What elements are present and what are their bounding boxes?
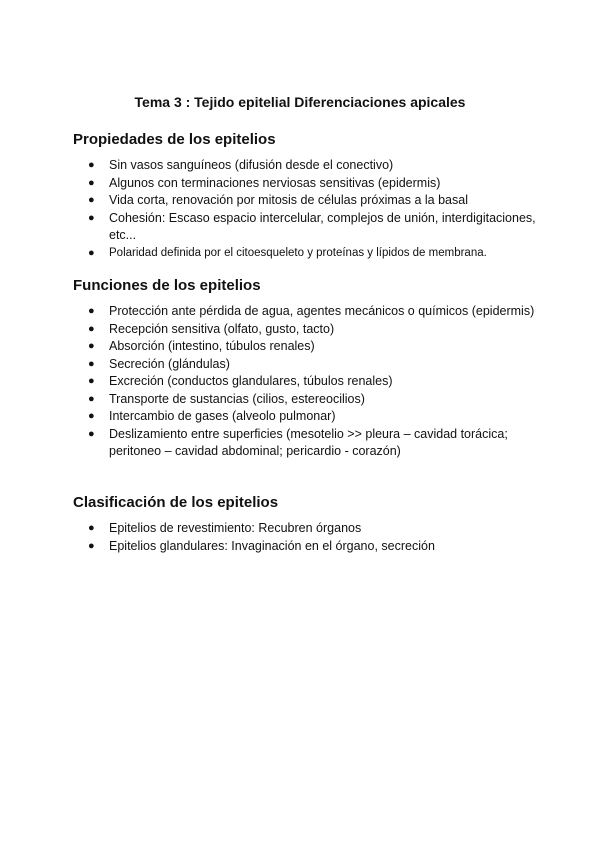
list-item-text: Epitelios de revestimiento: Recubren órganos (109, 521, 362, 535)
section-propiedades (73, 130, 543, 262)
list-item (73, 538, 543, 556)
bullet-icon: ● (88, 375, 95, 387)
bullet-icon: ● (88, 322, 95, 335)
list-item-text: Excreción (conductos glandulares, túbulos renales) (109, 374, 393, 388)
list-item (73, 245, 543, 263)
list-item-text: Polaridad definida por el citoesqueleto y proteínas y lípidos de membrana. (109, 246, 487, 259)
bullet-list (73, 303, 543, 461)
bullet-icon: ● (88, 522, 95, 534)
list-item (73, 408, 543, 426)
bullet-icon: ● (88, 305, 95, 317)
list-item (73, 321, 543, 339)
list-item-text: Vida corta, renovación por mitosis de células próximas a la basal (109, 193, 468, 207)
list-item-text: Cohesión: Escaso espacio intercelular, complejos de unión, interdigitaciones, etc... (109, 210, 536, 242)
list-item-text: Epitelios glandulares: Invaginación en el órgano, secreción (109, 538, 435, 553)
list-item-text: Absorción (intestino, túbulos renales) (109, 339, 315, 353)
bullet-icon: ● (88, 357, 95, 370)
section-heading: Clasificación de los epitelios (73, 494, 279, 511)
list-item (73, 192, 543, 210)
bullet-icon: ● (88, 194, 95, 206)
list-item (73, 210, 543, 245)
list-item (73, 338, 543, 356)
section-funciones (73, 276, 543, 461)
bullet-icon: ● (88, 410, 95, 422)
section-heading: Propiedades de los epitelios (73, 131, 276, 148)
list-item-text: Sin vasos sanguíneos (difusión desde el conectivo) (109, 158, 394, 172)
list-item (73, 391, 543, 409)
section-heading: Funciones de los epitelios (73, 277, 261, 294)
list-item (73, 356, 543, 374)
bullet-list (73, 157, 543, 262)
list-item-text: Algunos con terminaciones nerviosas sensitivas (epidermis) (109, 175, 441, 190)
bullet-icon: ● (88, 159, 95, 171)
bullet-icon: ● (88, 176, 95, 189)
list-item (73, 175, 543, 193)
list-item-text: Intercambio de gases (alveolo pulmonar) (109, 409, 336, 423)
list-item-text: Secreción (glándulas) (109, 356, 230, 371)
list-item-text: Protección ante pérdida de agua, agentes mecánicos o químicos (epidermis) (109, 304, 535, 318)
section-clasificacion (73, 493, 543, 555)
list-item-text: Recepción sensitiva (olfato, gusto, tacto) (109, 321, 335, 336)
bullet-icon: ● (88, 539, 95, 552)
list-item (73, 373, 543, 391)
document-title: Tema 3 : Tejido epitelial Diferenciaciones apicales (134, 94, 466, 110)
list-item (73, 157, 543, 175)
bullet-icon: ● (88, 392, 95, 405)
list-item (73, 520, 543, 538)
list-item (73, 426, 543, 461)
bullet-icon: ● (88, 340, 95, 352)
list-item (73, 303, 543, 321)
bullet-icon: ● (88, 427, 95, 440)
list-item-text: Deslizamiento entre superficies (mesotelio >> pleura – cavidad torácica; peritoneo – cavidad abdominal; pericardio - corazón) (109, 426, 508, 458)
bullet-icon: ● (88, 211, 95, 224)
list-item-text: Transporte de sustancias (cilios, estereocilios) (109, 391, 365, 406)
bullet-list (73, 520, 543, 555)
bullet-icon: ● (88, 246, 95, 259)
